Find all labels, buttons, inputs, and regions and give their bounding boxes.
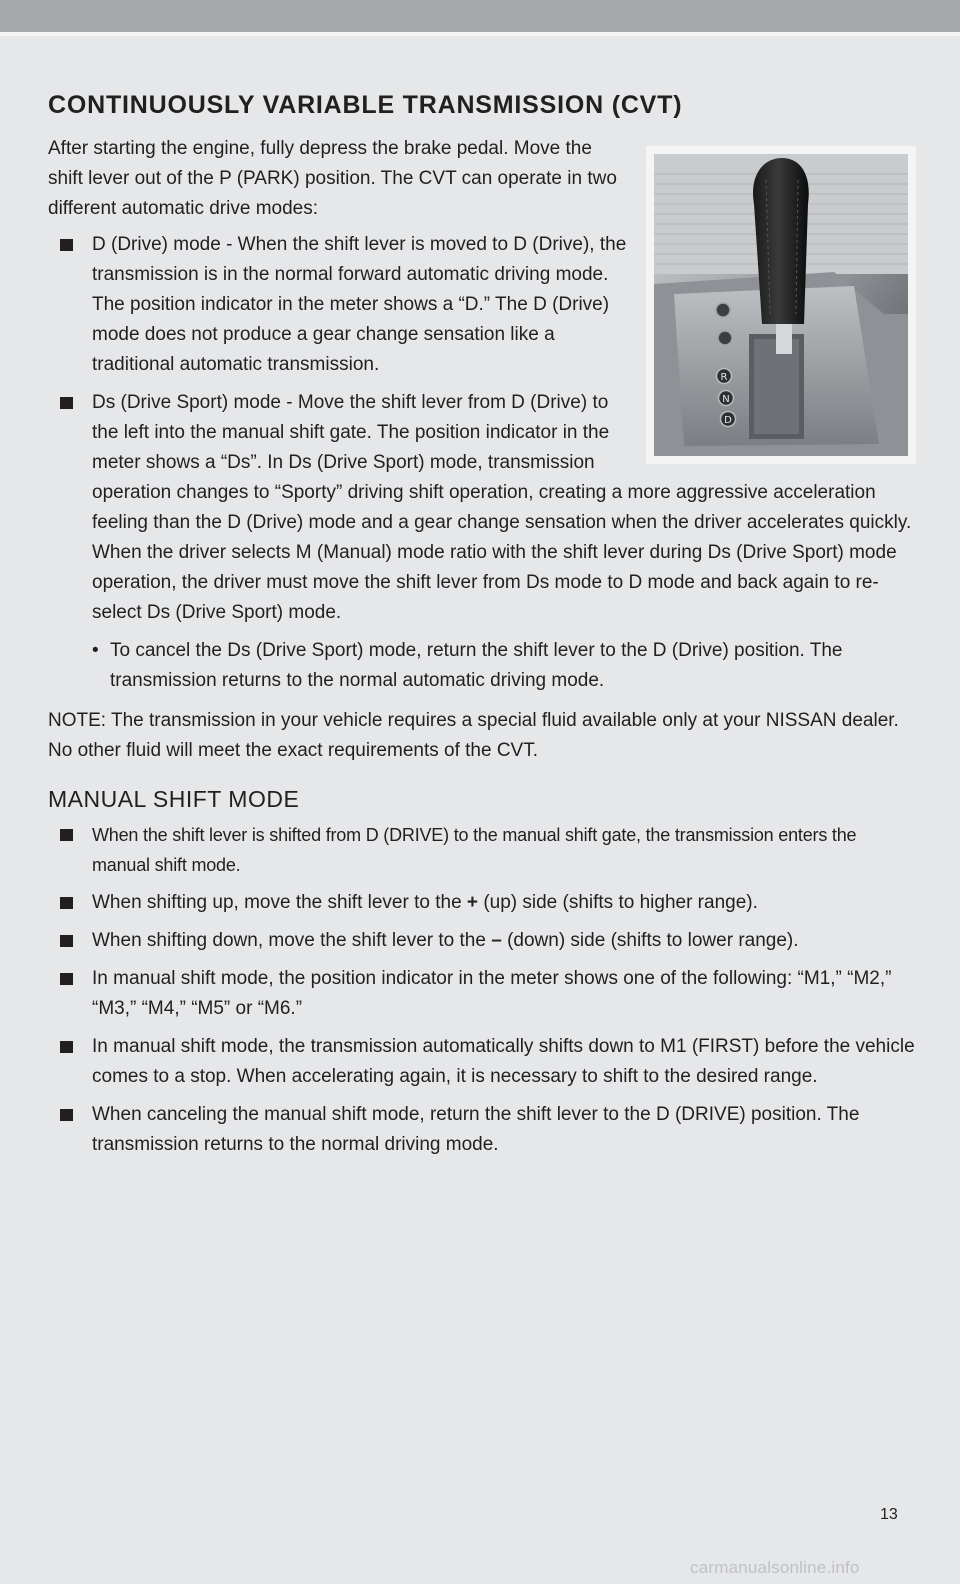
square-bullet-icon xyxy=(60,1109,73,1121)
manual-shift-heading: MANUAL SHIFT MODE xyxy=(48,786,300,812)
list-item xyxy=(48,1032,916,1092)
list-item xyxy=(48,964,916,1024)
top-bar-rule xyxy=(0,32,960,36)
round-bullet-icon: • xyxy=(92,640,99,661)
top-bar xyxy=(0,0,960,32)
list-item-d-mode xyxy=(48,230,916,380)
list-item-text: (up) side (shifts to higher range). xyxy=(483,892,758,913)
note-paragraph: NOTE: The transmission in your vehicle requires a special fluid available only at your NISSAN dealer. No other fluid will meet the exact requirements of the CVT. xyxy=(48,710,899,761)
content-body xyxy=(48,134,916,1168)
gate-label-d: D xyxy=(724,415,732,426)
square-bullet-icon xyxy=(60,829,73,841)
list-item-text: When shifting down, move the shift lever to the xyxy=(92,930,486,951)
square-bullet-icon xyxy=(60,897,73,909)
square-bullet-icon xyxy=(60,1041,73,1053)
list-item xyxy=(48,820,916,880)
list-item-text: Ds (Drive Sport) mode - Move the shift lever from D (Drive) to the left into the manual shift gate. The position indicator in the meter shows a “Ds”. In Ds (Drive Sport) mode, transmission operation changes to “Sporty” driving shift operation, creating a more aggressive acceleration feeling than the D (Drive) mode and a gear change sensation when the driver accelerates quickly. When the driver selects M (Manual) mode ratio with the shift lever during Ds (Drive Sport) mode operation, the driver must move the shift lever from Ds mode to D mode and back again to re-select Ds (Drive Sport) mode. xyxy=(92,392,912,623)
cvt-mode-list xyxy=(48,230,916,628)
list-item-text: In manual shift mode, the transmission automatically shifts down to M1 (FIRST) before the vehicle comes to a stop. When accelerating again, it is necessary to shift to the desired range. xyxy=(92,1036,915,1087)
page-number: 13 xyxy=(880,1506,898,1523)
list-item-text: D (Drive) mode - When the shift lever is moved to D (Drive), the transmission is in the normal forward automatic driving mode. The position indicator in the meter shows a “D.” The D (Drive) mode does not produce a gear change sensation like a traditional automatic transmission. xyxy=(92,234,627,375)
list-item-text: (down) side (shifts to lower range). xyxy=(507,930,799,951)
square-bullet-icon xyxy=(60,239,73,251)
sub-bullet-cancel-ds xyxy=(48,636,916,696)
gate-label-r: R xyxy=(720,372,728,383)
list-item-text: When shifting up, move the shift lever to the xyxy=(92,892,462,913)
list-item xyxy=(48,888,916,918)
square-bullet-icon xyxy=(60,397,73,409)
manual-shift-list xyxy=(48,820,916,1160)
intro-paragraph: After starting the engine, fully depress the brake pedal. Move the shift lever out of the P (PARK) position. The CVT can operate in two different automatic drive modes: xyxy=(48,138,617,219)
watermark: carmanualsonline.info xyxy=(690,1558,860,1577)
list-item-ds-mode xyxy=(48,388,916,628)
sub-bullet-text: To cancel the Ds (Drive Sport) mode, return the shift lever to the D (Drive) position. The transmission returns to the normal automatic driving mode. xyxy=(110,640,843,691)
plus-symbol: + xyxy=(466,892,479,913)
list-item-text: When the shift lever is shifted from D (DRIVE) to the manual shift gate, the transmission enters the manual shift mode. xyxy=(92,825,857,875)
square-bullet-icon xyxy=(60,935,73,947)
minus-symbol: – xyxy=(491,930,502,951)
list-item xyxy=(48,1100,916,1160)
list-item xyxy=(48,926,916,956)
square-bullet-icon xyxy=(60,973,73,985)
list-item-text: In manual shift mode, the position indicator in the meter shows one of the following: “M1,” “M2,” “M3,” “M4,” “M5” or “M6.” xyxy=(92,968,892,1019)
gate-label-n: N xyxy=(722,394,730,405)
section-title: CONTINUOUSLY VARIABLE TRANSMISSION (CVT) xyxy=(48,91,683,119)
list-item-text: When canceling the manual shift mode, return the shift lever to the D (DRIVE) position. The transmission returns to the normal driving mode. xyxy=(92,1104,860,1155)
